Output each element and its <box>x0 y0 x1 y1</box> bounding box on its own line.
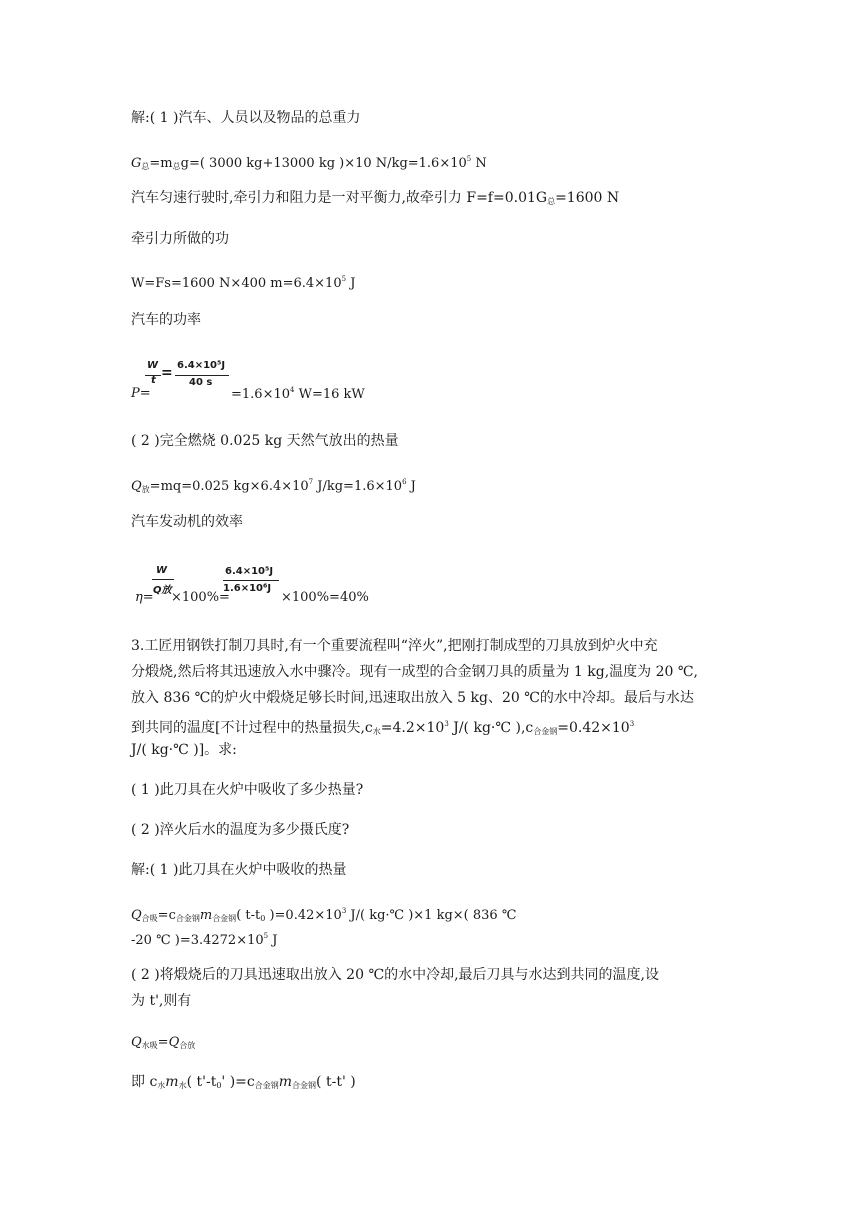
work-heading: 牵引力所做的功 <box>131 231 229 247</box>
absorbed-heat-equation-line2: -20 ℃ )$=3.4272\times 10^5$ J <box>131 932 278 948</box>
question-2: ( 2 )淬火后水的温度为多少摄氏度? <box>131 822 350 838</box>
heat-balance-equation: $Q_{水吸}=Q_{合放}$ <box>131 1035 196 1050</box>
solution3-part2-line1: ( 2 )将煅烧后的刀具迅速取出放入 20 ℃的水中冷却,最后刀具与水达到共同的温度,设 <box>131 967 660 983</box>
solution-part1-heading: 解:( 1 )汽车、人员以及物品的总重力 <box>131 110 361 126</box>
solution-part2-heading: ( 2 )完全燃烧 0.025 kg 天然气放出的热量 <box>131 433 399 449</box>
problem3-line2: 分煅烧,然后将其迅速放入水中骤冷。现有一成型的合金钢刀具的质量为 1 kg,温度为 20 ℃, <box>131 664 698 680</box>
work-equation: W=Fs=1600 N×400 $m=6.4\times 10^5$ J <box>131 275 356 291</box>
efficiency-equation: W Q放 6.4×10⁵J 1.6×10⁶J η= ×100%= ×100%=40% <box>135 565 369 605</box>
solution3-part1-heading: 解:( 1 )此刀具在火炉中吸收的热量 <box>131 862 347 878</box>
traction-force-line: 汽车匀速行驶时,牵引力和阻力是一对平衡力,故牵引力 $F=f=0.01G_总=1600$ N <box>131 190 620 206</box>
problem3-line1: 3.工匠用钢铁打制刀具时,有一个重要流程叫“淬火”,把刚打制成型的刀具放到炉火中充 <box>131 638 658 654</box>
heat-release-equation: $Q_放=mq=0.025$ $kg\times 6.4\times 10^7$ $J/kg=1.6\times 10^6$ J <box>131 478 416 494</box>
problem3-line5: J/( kg·℃ )]。求: <box>131 742 237 758</box>
solution3-part2-line2: 为 t',则有 <box>131 993 192 1009</box>
gravity-equation: $G_总=m_总g=$( 3000 kg+13000 kg )×10 $N/kg=1.6\times 10^5$ N <box>131 155 487 171</box>
heat-balance-expanded: 即 $c_水m_水$( $t'-t_0'$ )$=c_{合金钢}m_{合金钢}$( t-t' ) <box>131 1074 356 1090</box>
question-1: ( 1 )此刀具在火炉中吸收了多少热量? <box>131 782 364 798</box>
problem3-line3: 放入 836 ℃的炉火中煅烧足够长时间,迅速取出放入 5 kg、20 ℃的水中冷却。最后与水达 <box>131 690 694 706</box>
efficiency-heading: 汽车发动机的效率 <box>131 514 243 530</box>
problem3-line4: 到共同的温度[不计过程中的热量损失$,c_水=4.2\times 10^3$ J/( kg·℃ )$,c_{合金钢}=0.42\times 10^3$ <box>131 720 635 736</box>
power-heading: 汽车的功率 <box>131 312 201 328</box>
absorbed-heat-equation-line1: $Q_{合吸}=c_{合金钢}m_{合金钢}$( $t-t_0$ )$=0.42\times 10^3$ J/( kg·℃ )×1 kg×( 836 ℃ <box>131 907 517 923</box>
power-equation: W t = 6.4×10⁵J 40 s P= $=1.6\times 10^4$ W=16 kW <box>131 360 365 402</box>
